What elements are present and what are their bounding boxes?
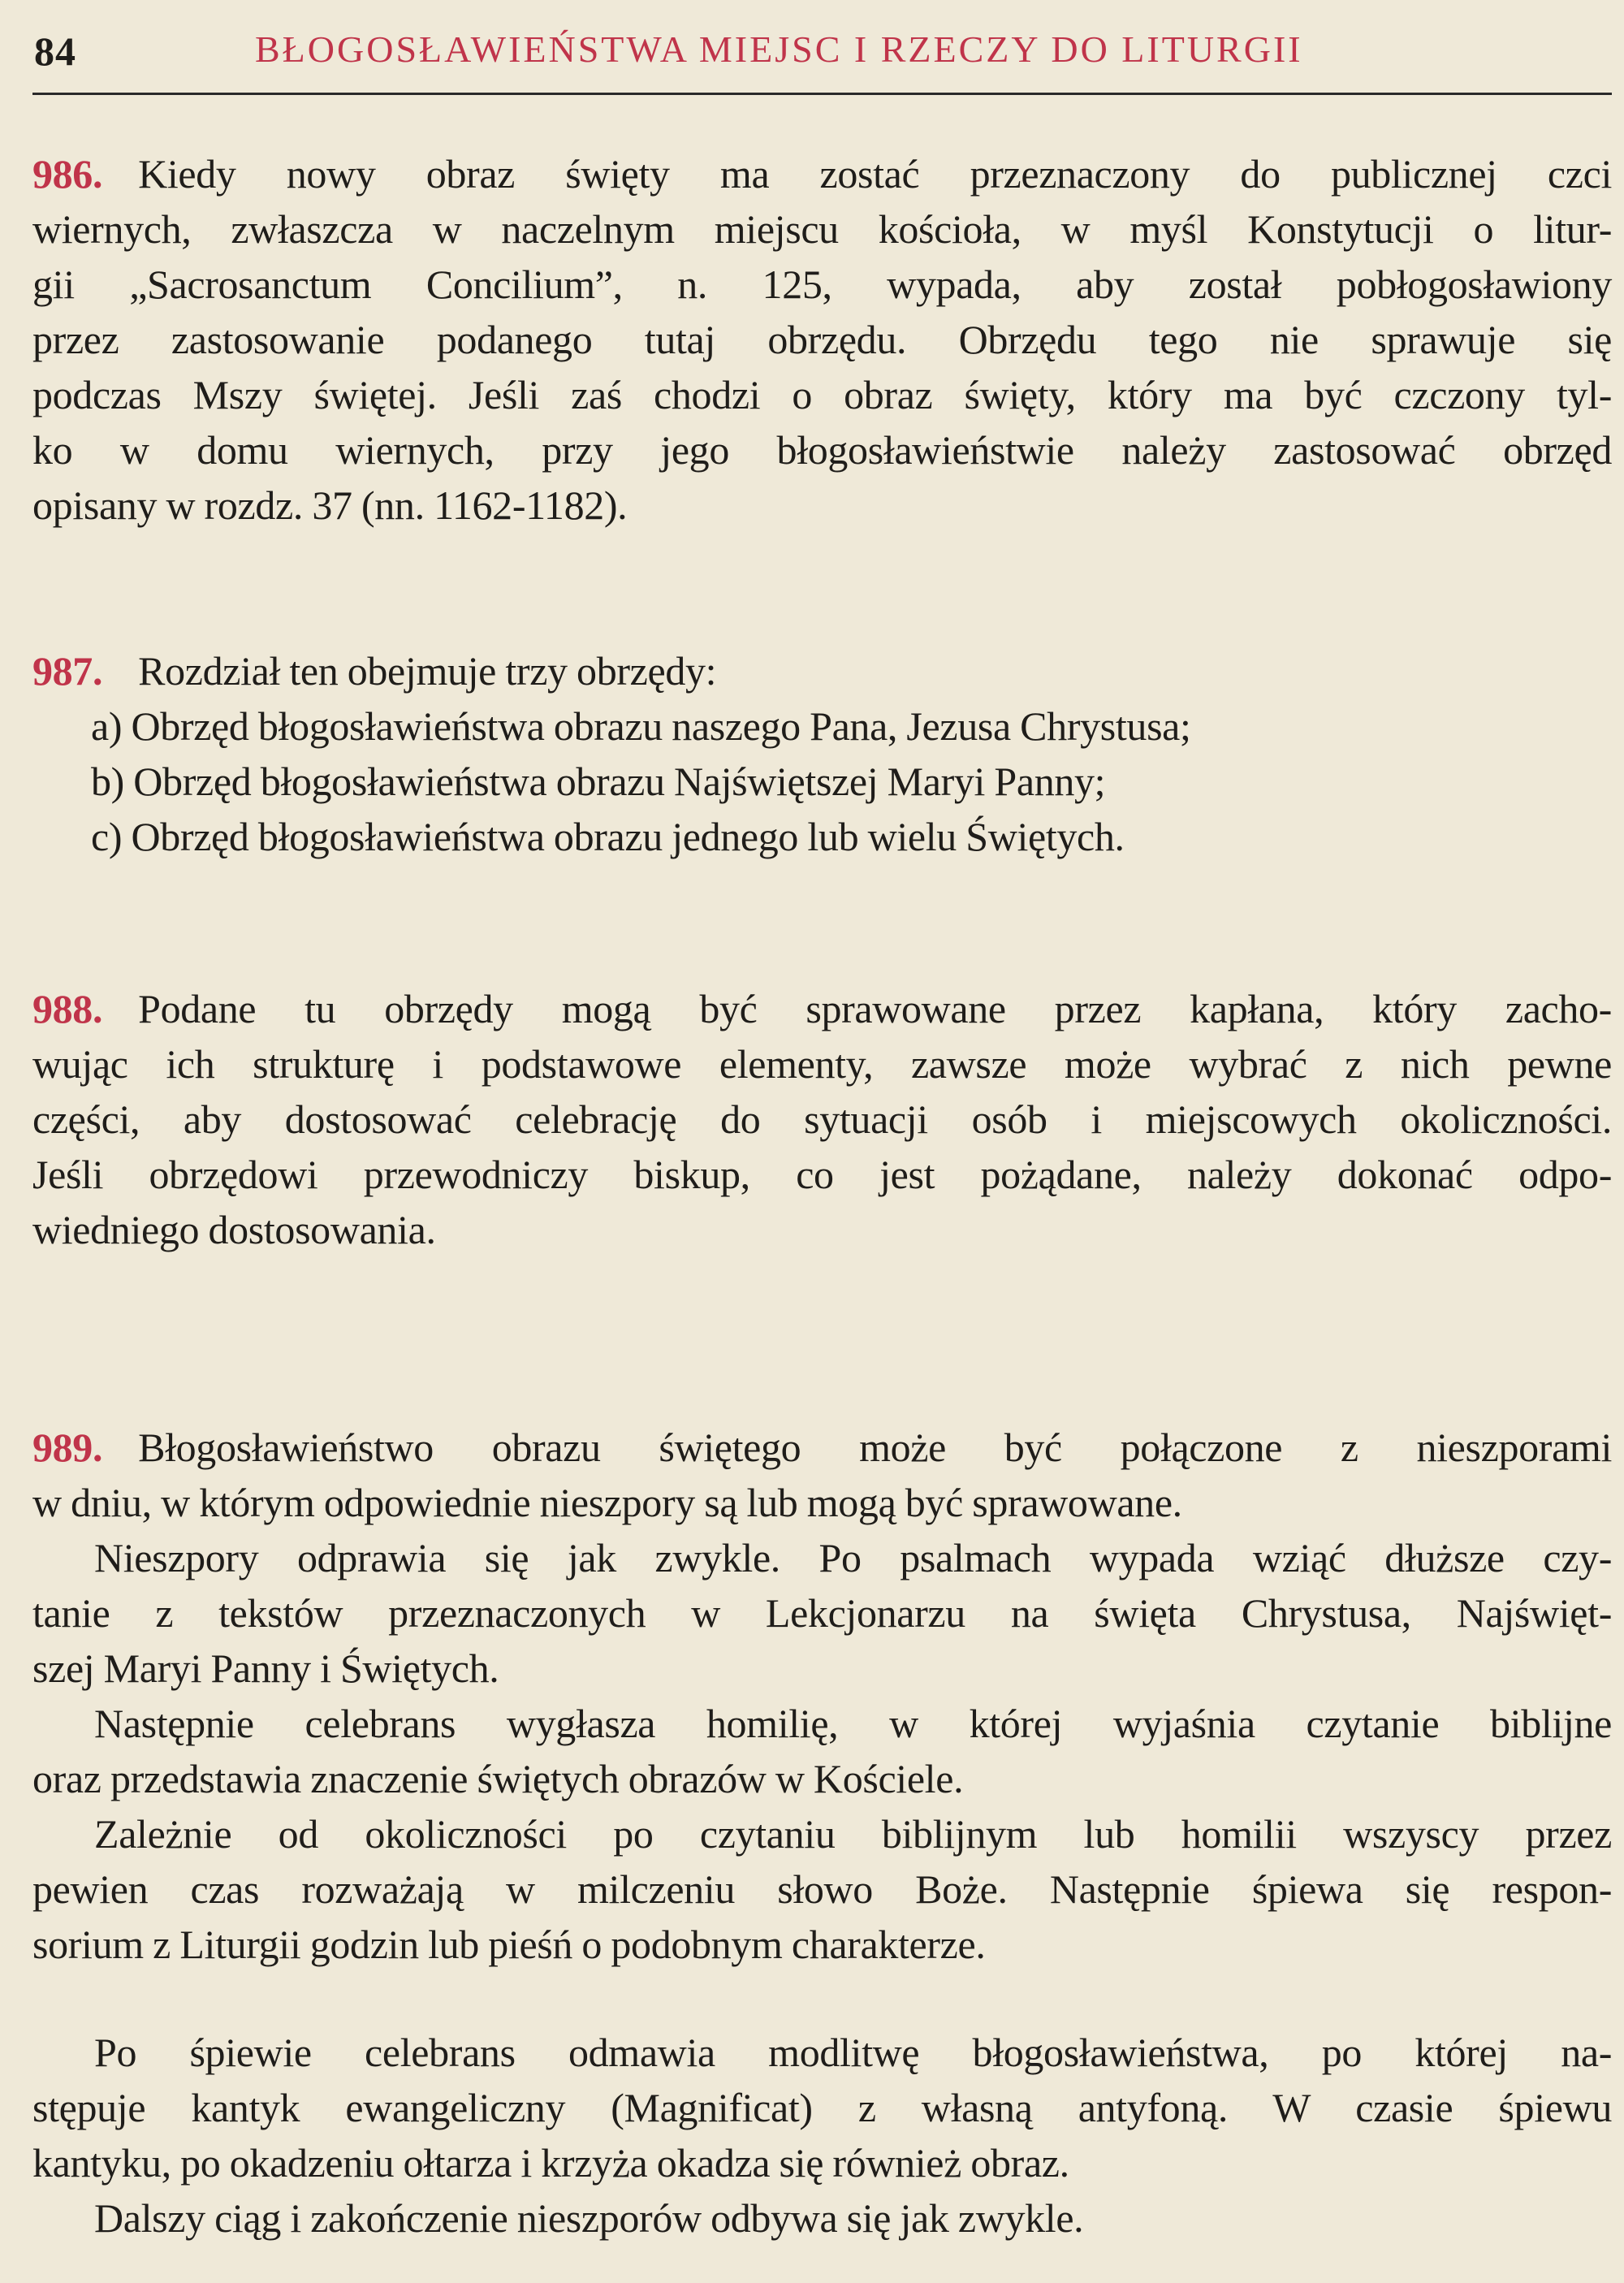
list-item: a) Obrzęd błogosławieństwa obrazu naszego Pana, Jezusa Chrystusa;: [91, 703, 1191, 749]
list-item: b) Obrzęd błogosławieństwa obrazu Najświętszej Maryi Panny;: [91, 759, 1106, 804]
paragraph-line: [32, 1420, 1612, 1475]
paragraph-line: tanie z tekstów przeznaczonych w Lekcjonarzu na święta Chrystusa, Najświęt-: [32, 1590, 1612, 1636]
paragraph-line: ko w domu wiernych, przy jego błogosławieństwie należy zastosować obrzęd: [32, 427, 1612, 473]
paragraph-line: szej Maryi Panny i Świętych.: [32, 1645, 499, 1691]
paragraph-988: [32, 981, 1612, 1257]
paragraph-986: [32, 146, 1612, 533]
closing-section: [32, 2025, 1612, 2246]
paragraph-text: Rozdział ten obejmuje trzy obrzędy:: [138, 648, 717, 694]
paragraph-line: [32, 643, 1612, 698]
paragraph-line: opisany w rozdz. 37 (nn. 1162-1182).: [32, 482, 628, 528]
paragraph-number: 988.: [32, 986, 103, 1031]
paragraph-987: [32, 643, 1612, 864]
paragraph-line: Po śpiewie celebrans odmawia modlitwę błogosławieństwa, po której na-: [94, 2030, 1612, 2075]
paragraph-line: Zależnie od okoliczności po czytaniu biblijnym lub homilii wszyscy przez: [94, 1811, 1612, 1857]
paragraph-line: w dniu, w którym odpowiednie nieszpory są lub mogą być sprawowane.: [32, 1480, 1182, 1525]
paragraph-line: wiedniego dostosowania.: [32, 1207, 436, 1252]
paragraph-line: przez zastosowanie podanego tutaj obrzędu. Obrzędu tego nie sprawuje się: [32, 317, 1612, 362]
paragraph-number: 987.: [32, 648, 103, 694]
paragraph-line: oraz przedstawia znaczenie świętych obrazów w Kościele.: [32, 1756, 964, 1801]
paragraph-line: Nieszpory odprawia się jak zwykle. Po psalmach wypada wziąć dłuższe czy-: [94, 1535, 1612, 1580]
paragraph-number: 986.: [32, 151, 103, 197]
paragraph-line: sorium z Liturgii godzin lub pieśń o podobnym charakterze.: [32, 1922, 986, 1967]
paragraph-text: Podane tu obrzędy mogą być sprawowane przez kapłana, który zacho-: [138, 986, 1612, 1031]
paragraph-line: Następnie celebrans wygłasza homilię, w której wyjaśnia czytanie biblijne: [94, 1701, 1612, 1746]
paragraph-989: [32, 1420, 1612, 1972]
paragraph-line: części, aby dostosować celebrację do sytuacji osób i miejscowych okoliczności.: [32, 1096, 1612, 1142]
paragraph-line: podczas Mszy świętej. Jeśli zaś chodzi o obraz święty, który ma być czczony tyl-: [32, 372, 1612, 417]
running-title: BŁOGOSŁAWIEŃSTWA MIEJSC I RZECZY DO LITURGII: [255, 28, 1303, 70]
paragraph-line: Jeśli obrzędowi przewodniczy biskup, co jest pożądane, należy dokonać odpo-: [32, 1152, 1612, 1197]
paragraph-line: wując ich strukturę i podstawowe elementy, zawsze może wybrać z nich pewne: [32, 1041, 1612, 1087]
paragraph-line: gii „Sacrosanctum Concilium”, n. 125, wypada, aby został pobłogosławiony: [32, 262, 1612, 307]
paragraph-line: kantyku, po okadzeniu ołtarza i krzyża okadza się również obraz.: [32, 2140, 1069, 2186]
paragraph-line: [32, 981, 1612, 1036]
paragraph-line: pewien czas rozważają w milczeniu słowo Boże. Następnie śpiewa się respon-: [32, 1866, 1612, 1912]
paragraph-line: wiernych, zwłaszcza w naczelnym miejscu kościoła, w myśl Konstytucji o litur-: [32, 206, 1612, 252]
paragraph-text: Kiedy nowy obraz święty ma zostać przeznaczony do publicznej czci: [138, 151, 1612, 197]
page-header: [32, 19, 1612, 95]
list-item: c) Obrzęd błogosławieństwa obrazu jednego lub wielu Świętych.: [91, 814, 1125, 859]
paragraph-line: Dalszy ciąg i zakończenie nieszporów odbywa się jak zwykle.: [94, 2195, 1084, 2241]
paragraph-line: stępuje kantyk ewangeliczny (Magnificat) z własną antyfoną. W czasie śpiewu: [32, 2085, 1612, 2130]
page-number: 84: [34, 28, 76, 74]
paragraph-text: Błogosławieństwo obrazu świętego może być połączone z nieszporami: [138, 1425, 1612, 1470]
paragraph-line: [32, 146, 1612, 201]
paragraph-number: 989.: [32, 1425, 103, 1470]
